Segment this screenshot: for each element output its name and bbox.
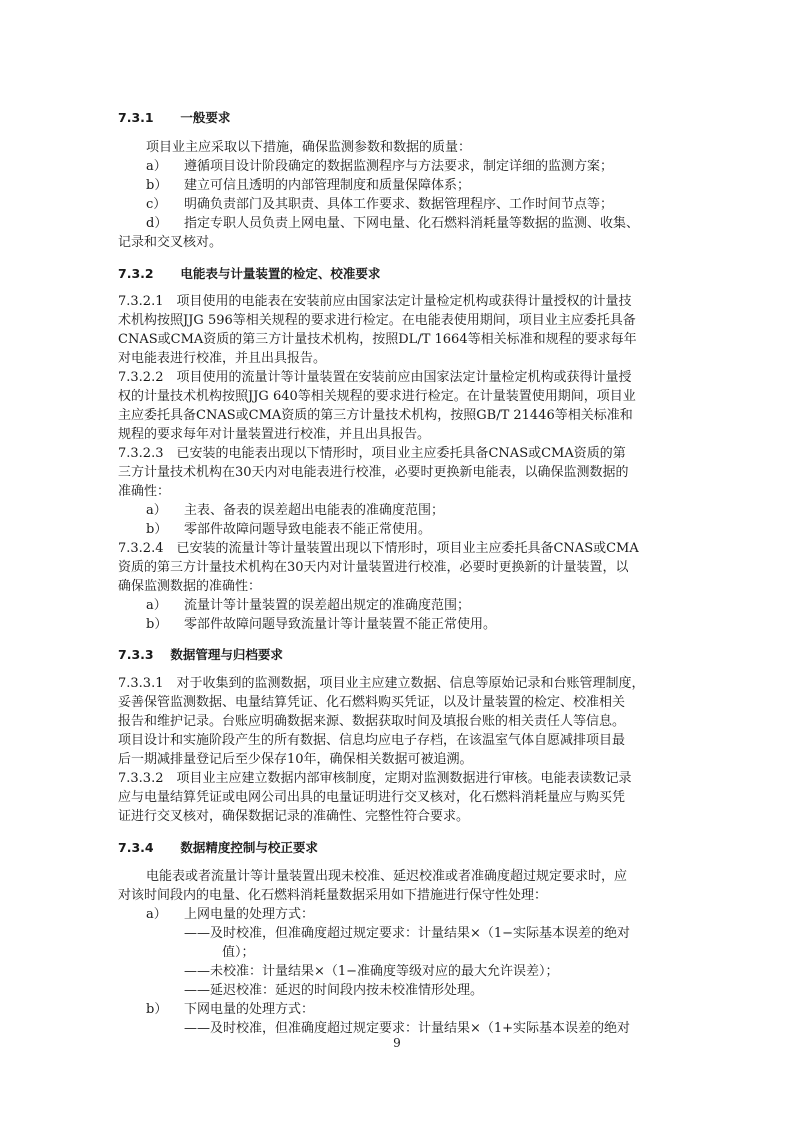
paragraph-line: CNAS或CMA资质的第三方计量技术机构，按照DL/T 1664等相关标准和规程的要求每年 [118, 332, 637, 347]
list-item [146, 520, 431, 539]
list-label: b） [146, 617, 168, 632]
list-label: a） [146, 598, 167, 613]
list-label: a） [146, 503, 167, 518]
list-label: c） [146, 197, 167, 212]
dash-item: ——未校准：计量结果×（1−准确度等级对应的最大允许误差）； [184, 964, 559, 979]
list-text: 上网电量的处理方式： [184, 907, 315, 922]
paragraph-line: 后一期减排量登记后至少保存10年，确保相关数据可被追溯。 [118, 752, 473, 767]
paragraph-line: 7.3.3.2 项目业主应建立数据内部审核制度，定期对监测数据进行审核。电能表读数记录 [118, 771, 632, 786]
list-text: 主表、备表的误差超出电能表的准确度范围； [184, 503, 445, 518]
section-heading-7-3-3 [118, 645, 283, 664]
paragraph-line: 7.3.2.3 已安装的电能表出现以下情形时，项目业主应委托具备CNAS或CMA资质的第 [118, 446, 626, 461]
list-text: 流量计等计量装置的误差超出规定的准确度范围； [184, 598, 471, 613]
paragraph-line: 对电能表进行校准，并且出具报告。 [118, 351, 327, 366]
list-item [146, 176, 470, 195]
paragraph-continuation: 记录和交叉核对。 [118, 235, 223, 250]
list-item [146, 157, 613, 176]
paragraph-line: 7.3.3.1 对于收集到的监测数据，项目业主应建立数据、信息等原始记录和台账管理制度， [118, 676, 645, 691]
list-label: b） [146, 522, 168, 537]
list-text: 建立可信且透明的内部管理制度和质量保障体系； [184, 178, 471, 193]
list-label: b） [146, 178, 168, 193]
paragraph-line: 术机构按照JJG 596等相关规程的要求进行检定。在电能表使用期间，项目业主应委托具备 [118, 313, 636, 328]
list-item [146, 596, 470, 615]
paragraph-line: 三方计量技术机构在30天内对电能表进行校准，必要时更换新电能表，以确保监测数据的 [118, 465, 629, 480]
list-label: d） [146, 216, 168, 231]
paragraph-line: 确保监测数据的准确性： [118, 579, 262, 594]
list-text: 零部件故障问题导致电能表不能正常使用。 [184, 522, 432, 537]
paragraph-line: 对该时间段内的电量、化石燃料消耗量数据采用如下措施进行保守性处理： [118, 888, 548, 903]
list-item [146, 1000, 314, 1019]
paragraph-line: 项目设计和实施阶段产生的所有数据、信息均应电子存档，在该温室气体自愿减排项目最 [118, 733, 626, 748]
section-title: 一般要求 [180, 110, 231, 125]
paragraph-line: 报告和维护记录。台账应明确数据来源、数据获取时间及填报台账的相关责任人等信息。 [118, 714, 626, 729]
list-item [146, 195, 613, 214]
dash-item: ——及时校准，但准确度超过规定要求：计量结果×（1−实际基本误差的绝对 [184, 926, 631, 941]
list-label: a） [146, 159, 167, 174]
paragraph: 项目业主应采取以下措施，确保监测参数和数据的质量： [146, 140, 472, 155]
dash-item: ——延迟校准：延迟的时间段内按未校准情形处理。 [184, 983, 484, 998]
paragraph-line: 主应委托具备CNAS或CMA资质的第三方计量技术机构，按照GB/T 21446等相关标准和 [118, 408, 633, 423]
section-title: 数据管理与归档要求 [170, 647, 283, 662]
list-text: 零部件故障问题导致流量计等计量装置不能正常使用。 [184, 617, 497, 632]
list-text: 指定专职人员负责上网电量、下网电量、化石燃料消耗量等数据的监测、收集、 [184, 216, 640, 231]
list-text: 下网电量的处理方式： [184, 1002, 315, 1017]
section-number: 7.3.4 [118, 840, 154, 855]
paragraph-line: 7.3.2.1 项目使用的电能表在安装前应由国家法定计量检定机构或获得计量授权的计量技 [118, 294, 632, 309]
list-label: b） [146, 1002, 168, 1017]
section-heading-7-3-1 [118, 108, 230, 127]
section-title: 电能表与计量装置的检定、校准要求 [180, 266, 381, 281]
section-number: 7.3.1 [118, 110, 154, 125]
list-item [146, 615, 496, 634]
dash-item: ——及时校准，但准确度超过规定要求：计量结果×（1+实际基本误差的绝对 [184, 1021, 631, 1036]
paragraph-line: 证进行交叉核对，确保数据记录的准确性、完整性符合要求。 [118, 809, 470, 824]
list-text: 遵循项目设计阶段确定的数据监测程序与方法要求，制定详细的监测方案； [184, 159, 614, 174]
paragraph-line: 权的计量技术机构按照JJG 640等相关规程的要求进行检定。在计量装置使用期间，项目业 [118, 389, 636, 404]
paragraph-line: 7.3.2.2 项目使用的流量计等计量装置在安装前应由国家法定计量检定机构或获得计量授 [118, 370, 632, 385]
list-item [146, 214, 639, 233]
paragraph-line: 规程的要求每年对计量装置进行校准，并且出具报告。 [118, 427, 431, 442]
paragraph-line: 准确性： [118, 484, 171, 499]
section-heading-7-3-4 [118, 838, 318, 857]
list-label: a） [146, 907, 167, 922]
dash-item-continuation: 值）； [222, 945, 255, 960]
paragraph-line: 应与电量结算凭证或电网公司出具的电量证明进行交叉核对，化石燃料消耗量应与购买凭 [118, 790, 626, 805]
page-number: 9 [393, 1036, 401, 1050]
paragraph-line: 妥善保管监测数据、电量结算凭证、化石燃料购买凭证，以及计量装置的检定、校准相关 [118, 695, 626, 710]
paragraph-line: 资质的第三方计量技术机构在30天内对计量装置进行校准，必要时更换新的计量装置，以 [118, 560, 629, 575]
section-title: 数据精度控制与校正要求 [180, 840, 318, 855]
paragraph-line: 电能表或者流量计等计量装置出现未校准、延迟校准或者准确度超过规定要求时，应 [146, 869, 628, 884]
list-text: 明确负责部门及其职责、具体工作要求、数据管理程序、工作时间节点等； [184, 197, 614, 212]
section-number: 7.3.3 [118, 647, 154, 662]
list-item [146, 501, 444, 520]
section-heading-7-3-2 [118, 264, 380, 283]
paragraph-line: 7.3.2.4 已安装的流量计等计量装置出现以下情形时，项目业主应委托具备CNAS或CMA [118, 541, 639, 556]
list-item [146, 905, 314, 924]
section-number: 7.3.2 [118, 266, 154, 281]
